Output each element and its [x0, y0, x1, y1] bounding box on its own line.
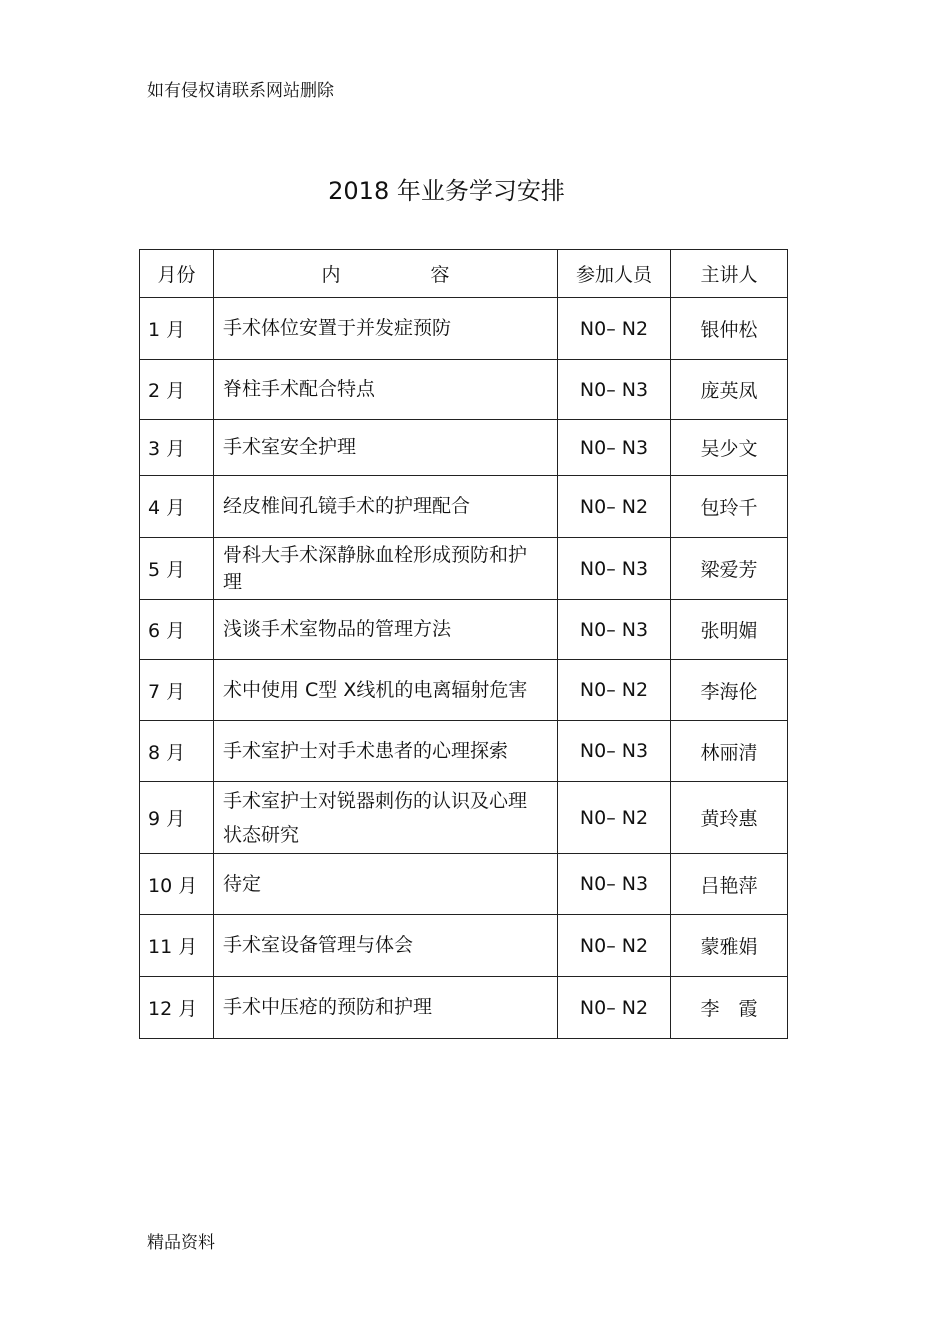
month-cell: 3 月 — [140, 420, 214, 476]
month-cell: 7 月 — [140, 660, 214, 721]
speaker-cell: 庞英凤 — [671, 360, 788, 420]
content-cell: 手术室护士对锐器刺伤的认识及心理状态研究 — [214, 782, 558, 854]
header-speaker: 主讲人 — [671, 250, 788, 298]
table-row — [140, 298, 788, 360]
table-row — [140, 977, 788, 1039]
table-row — [140, 721, 788, 782]
speaker-cell: 李海伦 — [671, 660, 788, 721]
month-cell: 1 月 — [140, 298, 214, 360]
header-level: 参加人员 — [558, 250, 671, 298]
header-content — [214, 250, 558, 298]
level-cell: N0– N3 — [558, 600, 671, 660]
content-cell: 待定 — [214, 854, 558, 915]
month-cell: 12 月 — [140, 977, 214, 1039]
header-note: 如有侵权请联系网站删除 — [147, 81, 334, 101]
table-header-row — [140, 250, 788, 298]
content-cell: 浅谈手术室物品的管理方法 — [214, 600, 558, 660]
header-content-left: 内 — [321, 264, 341, 286]
table-row — [140, 476, 788, 538]
header-month: 月份 — [140, 250, 214, 298]
table-row — [140, 854, 788, 915]
level-cell: N0– N2 — [558, 977, 671, 1039]
content-cell: 经皮椎间孔镜手术的护理配合 — [214, 476, 558, 538]
month-cell: 9 月 — [140, 782, 214, 854]
speaker-cell: 张明媚 — [671, 600, 788, 660]
speaker-cell: 林丽清 — [671, 721, 788, 782]
table-row — [140, 360, 788, 420]
speaker-cell: 梁爱芳 — [671, 538, 788, 600]
speaker-cell: 黄玲惠 — [671, 782, 788, 854]
content-cell: 手术室安全护理 — [214, 420, 558, 476]
level-cell: N0– N2 — [558, 660, 671, 721]
table-row — [140, 538, 788, 600]
page-title: 2018 年业务学习安排 — [328, 177, 565, 205]
level-cell: N0– N2 — [558, 298, 671, 360]
level-cell: N0– N3 — [558, 420, 671, 476]
content-cell: 手术体位安置于并发症预防 — [214, 298, 558, 360]
speaker-cell: 李 霞 — [671, 977, 788, 1039]
level-cell: N0– N2 — [558, 782, 671, 854]
table-row — [140, 915, 788, 977]
speaker-cell: 银仲松 — [671, 298, 788, 360]
month-cell: 8 月 — [140, 721, 214, 782]
table-row — [140, 782, 788, 854]
month-cell: 2 月 — [140, 360, 214, 420]
month-cell: 6 月 — [140, 600, 214, 660]
header-content-right: 容 — [430, 264, 450, 286]
month-cell: 11 月 — [140, 915, 214, 977]
level-cell: N0– N2 — [558, 476, 671, 538]
content-cell: 手术室设备管理与体会 — [214, 915, 558, 977]
level-cell: N0– N3 — [558, 854, 671, 915]
speaker-cell: 蒙雅娟 — [671, 915, 788, 977]
content-cell: 脊柱手术配合特点 — [214, 360, 558, 420]
level-cell: N0– N2 — [558, 915, 671, 977]
table-row — [140, 420, 788, 476]
month-cell: 5 月 — [140, 538, 214, 600]
speaker-cell: 吕艳萍 — [671, 854, 788, 915]
level-cell: N0– N3 — [558, 538, 671, 600]
month-cell: 4 月 — [140, 476, 214, 538]
content-cell: 手术中压疮的预防和护理 — [214, 977, 558, 1039]
table-row — [140, 600, 788, 660]
content-cell: 手术室护士对手术患者的心理探索 — [214, 721, 558, 782]
schedule-table — [139, 249, 788, 1039]
speaker-cell: 包玲千 — [671, 476, 788, 538]
level-cell: N0– N3 — [558, 360, 671, 420]
content-cell: 术中使用 C型 X线机的电离辐射危害 — [214, 660, 558, 721]
table-row — [140, 660, 788, 721]
footer-note: 精品资料 — [147, 1233, 215, 1253]
speaker-cell: 吴少文 — [671, 420, 788, 476]
level-cell: N0– N3 — [558, 721, 671, 782]
month-cell: 10 月 — [140, 854, 214, 915]
content-cell: 骨科大手术深静脉血栓形成预防和护理 — [214, 538, 558, 600]
